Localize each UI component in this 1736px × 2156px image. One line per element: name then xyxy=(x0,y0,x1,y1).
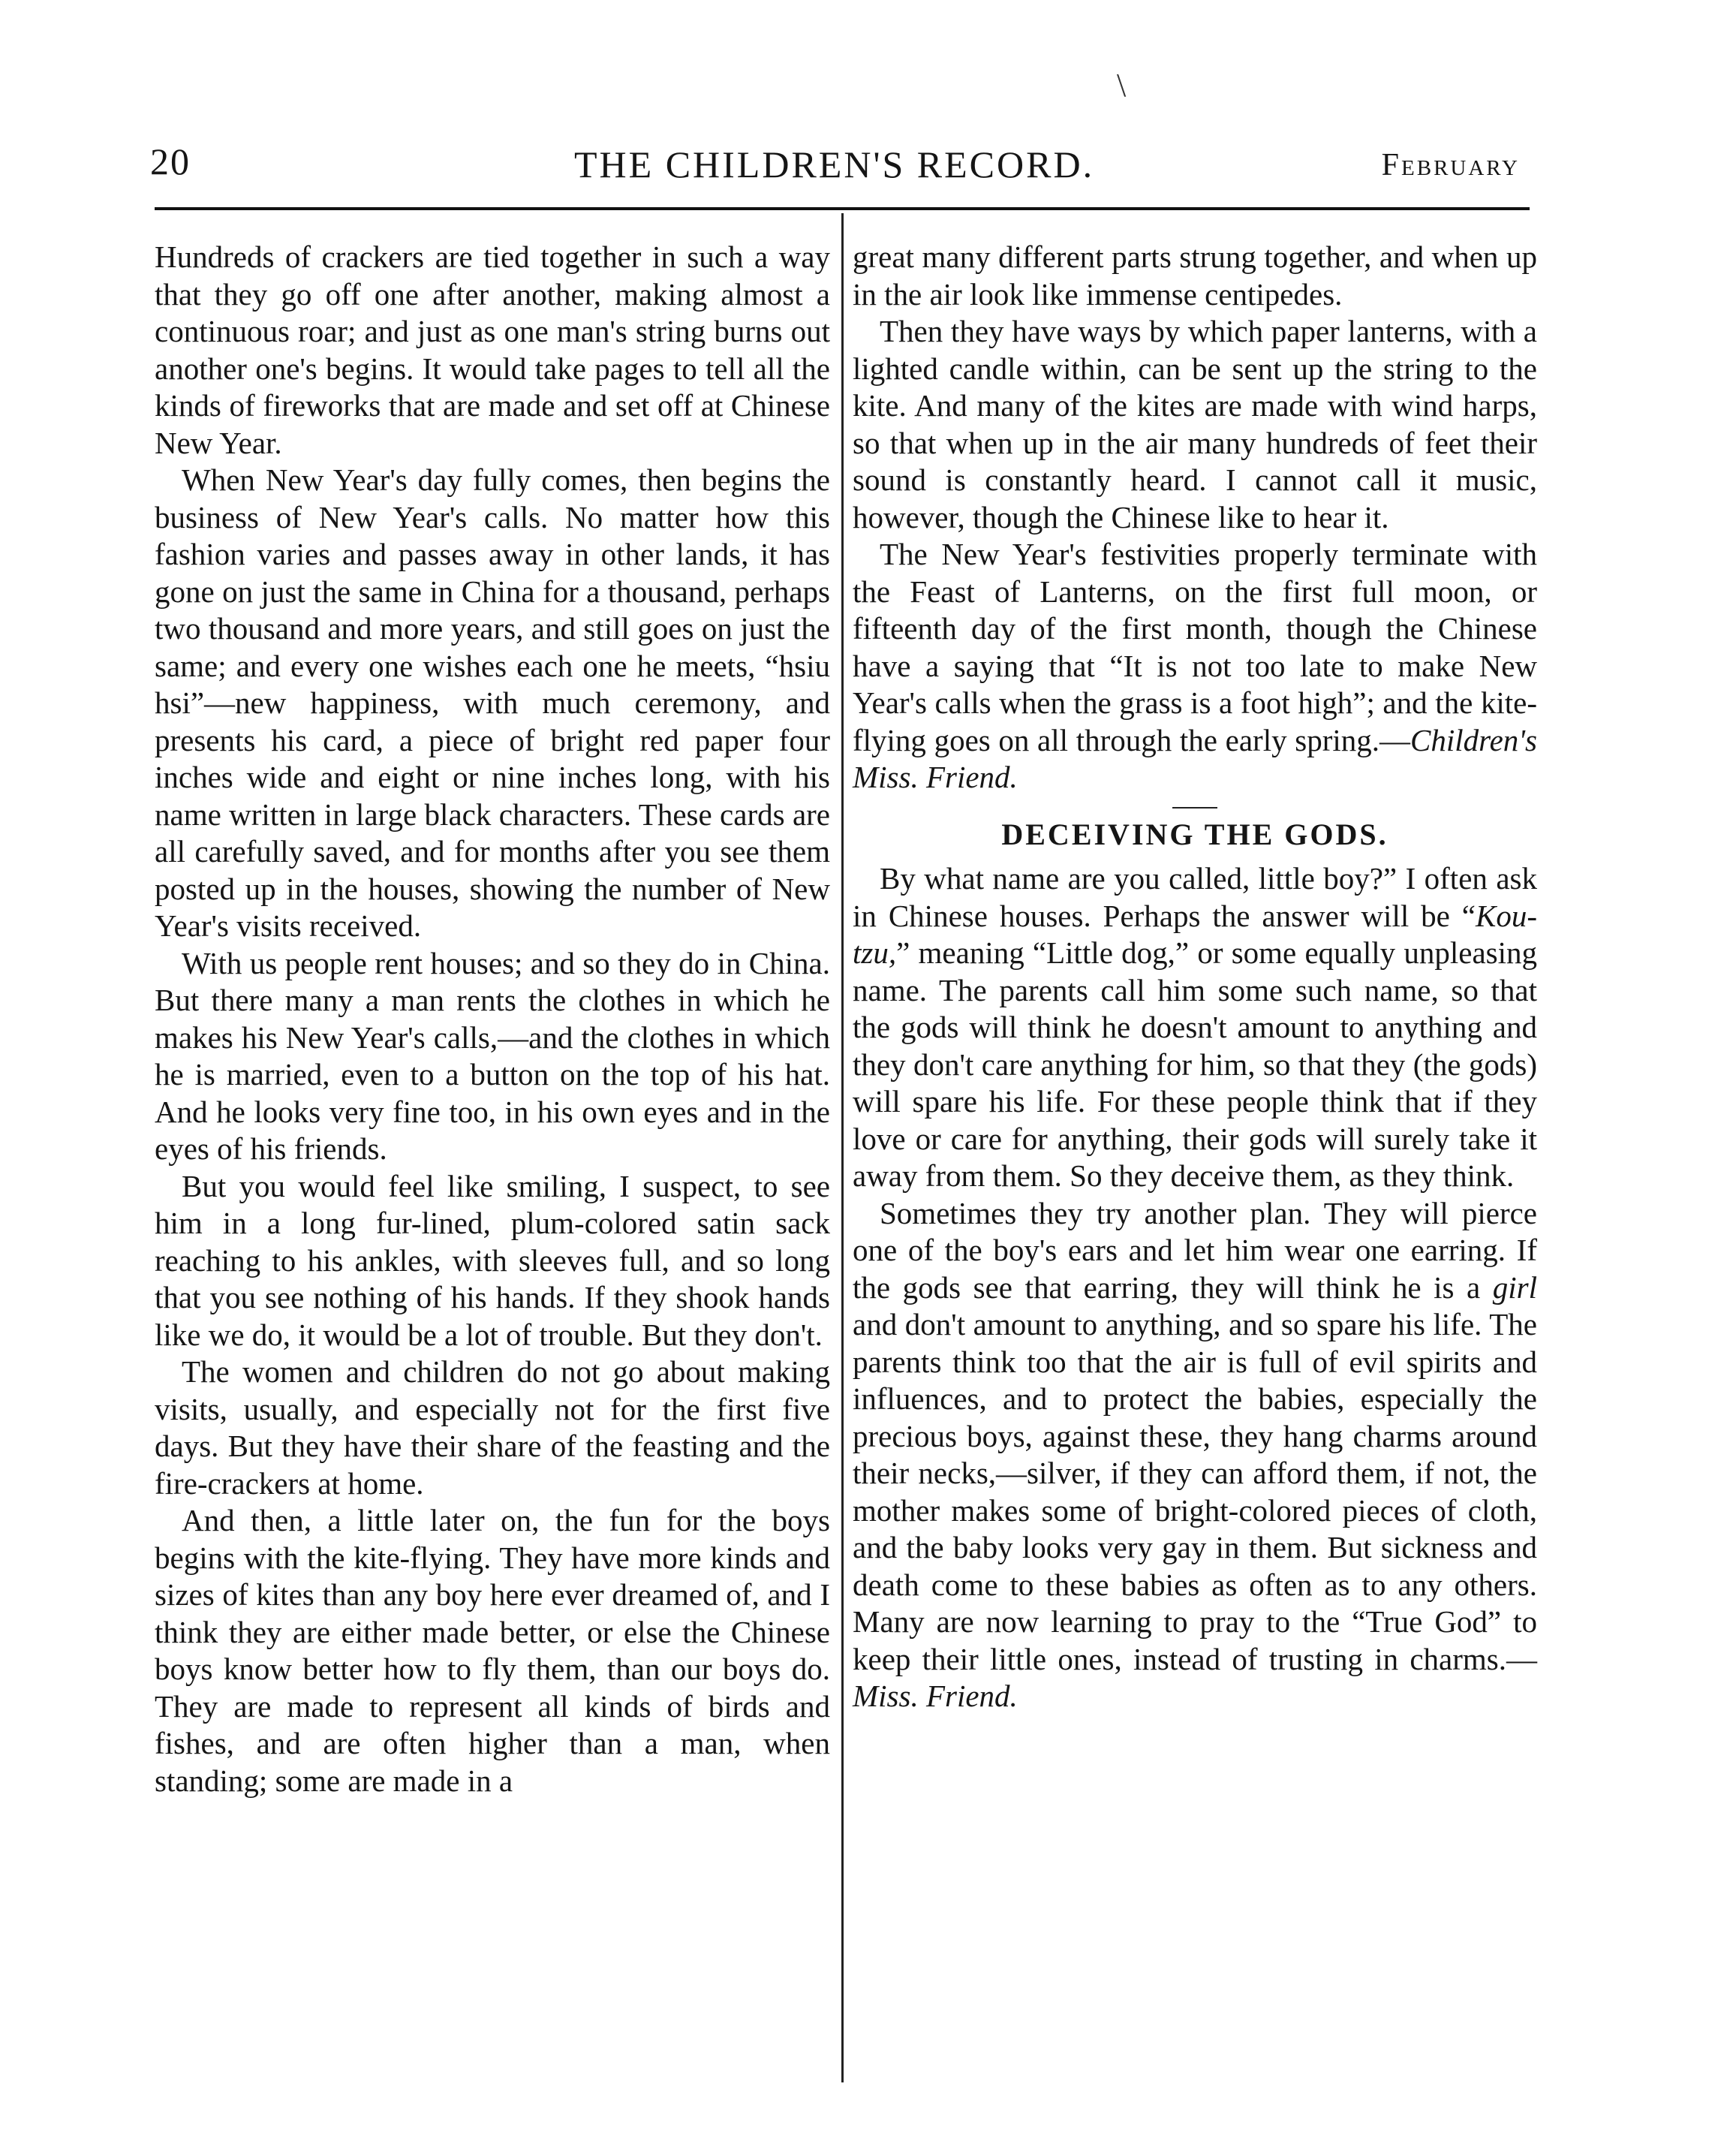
earring-text-start: Sometimes they try another plan. They will pierce one of the boy's ears and let him wear one earring. If the gods see that earring, they will think he is a xyxy=(853,1195,1537,1305)
paragraph-kite-lanterns: Then they have ways by which paper lanterns, with a lighted candle within, can be sent up the string to the kite. And many of the kites are made with wind harps, so that when up in the air many hundreds of feet their sound is constantly heard. I cannot call it music, however, though the Chinese like to hear it. xyxy=(853,314,1537,534)
paragraph-women-children: The women and children do not go about making visits, usually, and especially not for the first five days. But they have their share of the feasting and the fire-crackers at home. xyxy=(155,1354,830,1501)
page-number: 20 xyxy=(150,140,191,182)
paragraph-rent-clothes: With us people rent houses; and so they do in China. But there many a man rents the clothes in which he makes his New Year's calls,—and the clothes in which he is married, even to a button on the top of his hat. And he looks very fine too, in his own eyes and in the eyes of his friends. xyxy=(155,945,830,1166)
paragraph-names xyxy=(853,860,1537,1195)
stray-mark: \ xyxy=(1117,67,1127,104)
chinese-word: Kou-tzu, xyxy=(853,898,1537,970)
earring-text-end: and don't amount to anything, and so spare his life. The parents think too that the air is full of evil spirits and influences, and to protect the babies, especially the precious boys, against these, they hang charms around their necks,—silver, if they can afford them, if not, the mother makes some of bright-colored pieces of cloth, and the baby looks very gay in them. But sickness and death come to these babies as often as to any others. Many are now learning to pray to the “True God” to keep their little ones, instead of trusting in charms.— xyxy=(853,1307,1537,1676)
page-header xyxy=(150,140,1520,192)
column-divider xyxy=(841,213,844,2082)
article-separator xyxy=(1172,807,1217,808)
right-column xyxy=(853,239,1537,1715)
paragraph-fur-sack: But you would feel like smiling, I suspect, to see him in a long fur-lined, plum-colored satin sack reaching to his ankles, with sleeves full, and so long that you see nothing of his hands. If they shook hands like we do, it would be a lot of trouble. But they don't. xyxy=(155,1168,830,1352)
left-column xyxy=(155,239,830,1799)
names-text-end: ” meaning “Little dog,” or some equally unpleasing name. The parents call him some such name, so that the gods will think he doesn't amount to anything and they don't care anything for him, so that they (the gods) will spare his life. For these people think that if they love or care for anything, their gods will surely take it away from them. So they deceive them, as they think. xyxy=(853,935,1537,1193)
emphasized-word: girl xyxy=(1492,1269,1537,1305)
header-rule xyxy=(155,207,1530,210)
paragraph-continuation: great many different parts strung together, and when up in the air look like immense centipedes. xyxy=(853,239,1537,312)
attribution: Miss. Friend. xyxy=(853,1679,1018,1713)
paragraph-kite-flying: And then, a little later on, the fun for the boys begins with the kite-flying. They have more kinds and sizes of kites than any boy here ever dreamed of, and I think they are either made better, or else the Chinese boys know better how to fly them, than our boys do. They are made to represent all kinds of birds and fishes, and are often higher than a man, when standing; some are made in a xyxy=(155,1503,830,1798)
names-text-start: By what name are you called, little boy?” I often ask in Chinese houses. Perhaps the answer will be “ xyxy=(853,861,1537,933)
paragraph-crackers: Hundreds of crackers are tied together in such a way that they go off one after another, making almost a continuous roar; and just as one man's string burns out another one's begins. It would take pages to tell all the kinds of fireworks that are made and set off at Chinese New Year. xyxy=(155,239,830,460)
issue-month: February xyxy=(1381,148,1520,182)
paragraph-earring xyxy=(853,1195,1537,1715)
attribution: Children's Miss. Friend. xyxy=(853,722,1537,794)
feast-text: The New Year's festivities properly terminate with the Feast of Lanterns, on the first full moon, or fifteenth day of the first month, though the Chinese have a saying that “It is not too late to make New Year's calls when the grass is a foot high”; and the kite-flying goes on all through the early spring.— xyxy=(853,537,1537,757)
paragraph-new-year-calls: When New Year's day fully comes, then begins the business of New Year's calls. No matter how this fashion varies and passes away in other lands, it has gone on just the same in China for a thousand, perhaps two thousand and more years, and still goes on just the same; and every one wishes each one he meets, “hsiu hsi”—new happiness, with much ceremony, and presents his card, a piece of bright red paper four inches wide and eight or nine inches long, with his name written in large black characters. These cards are all carefully saved, and for months after you see them posted up in the houses, showing the number of New Year's visits received. xyxy=(155,462,830,943)
article-heading: DECEIVING THE GODS. xyxy=(1001,817,1388,851)
paragraph-feast-of-lanterns xyxy=(853,536,1537,796)
running-title: THE CHILDREN'S RECORD. xyxy=(574,143,1095,185)
